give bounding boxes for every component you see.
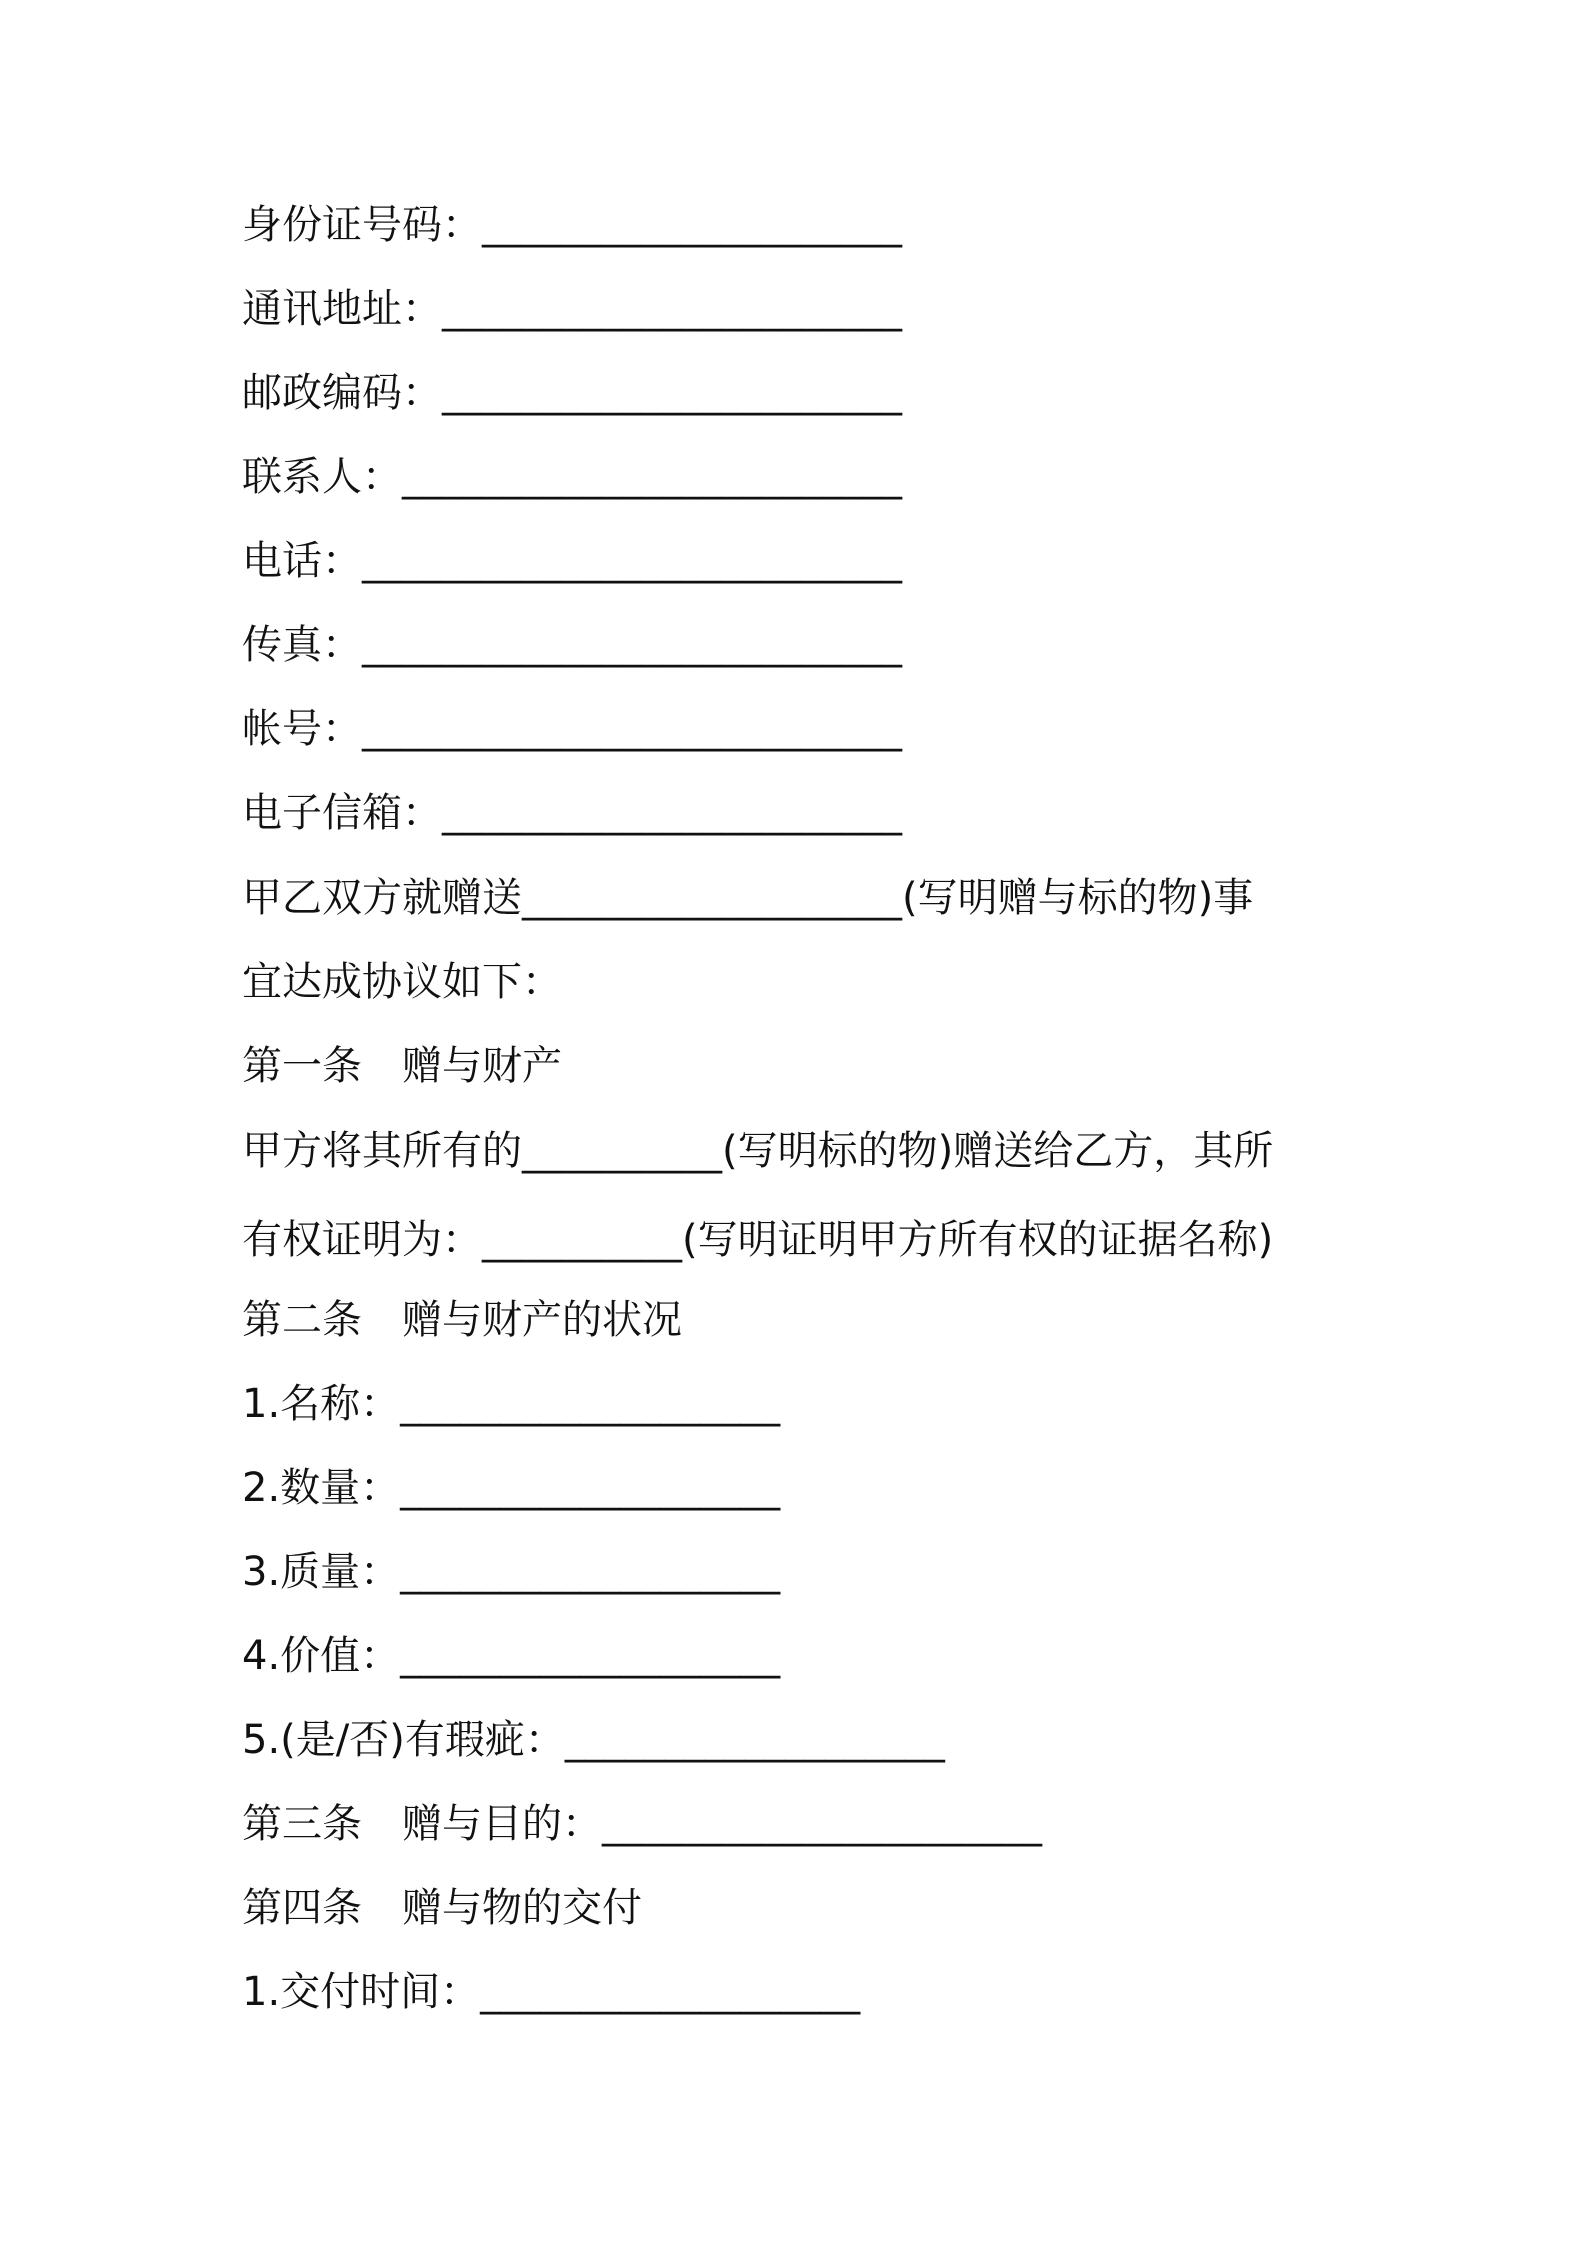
item-defect: 5.(是/否)有瑕疵：___________________ <box>242 1717 945 1763</box>
item-quality: 3.质量：___________________ <box>242 1549 781 1595</box>
item-name: 1.名称：___________________ <box>242 1381 781 1427</box>
article-1-text-2: 有权证明为：__________(写明证明甲方所有权的证据名称) <box>242 1217 1274 1263</box>
line-address: 通讯地址：_______________________ <box>242 286 902 332</box>
line-id-number: 身份证号码：_____________________ <box>242 202 902 248</box>
line-account: 帐号：___________________________ <box>242 706 902 752</box>
line-postal-code: 邮政编码：_______________________ <box>242 370 902 416</box>
article-2-heading: 第二条 赠与财产的状况 <box>242 1297 682 1343</box>
item-value: 4.价值：___________________ <box>242 1633 781 1679</box>
line-agreement-cont: 宜达成协议如下： <box>242 959 562 1005</box>
article-4-heading: 第四条 赠与物的交付 <box>242 1885 642 1931</box>
item-quantity: 2.数量：___________________ <box>242 1465 781 1511</box>
line-phone: 电话：___________________________ <box>242 538 902 584</box>
line-email: 电子信箱：_______________________ <box>242 790 902 836</box>
line-fax: 传真：___________________________ <box>242 622 902 668</box>
article-1-text-1: 甲方将其所有的__________(写明标的物)赠送给乙方，其所 <box>242 1128 1274 1174</box>
article-1-heading: 第一条 赠与财产 <box>242 1043 562 1089</box>
line-agreement-intro: 甲乙双方就赠送___________________(写明赠与标的物)事 <box>242 875 1254 921</box>
line-contact: 联系人：_________________________ <box>242 454 902 500</box>
delivery-time: 1.交付时间：___________________ <box>242 1969 861 2015</box>
article-3-purpose: 第三条 赠与目的：______________________ <box>242 1801 1042 1847</box>
